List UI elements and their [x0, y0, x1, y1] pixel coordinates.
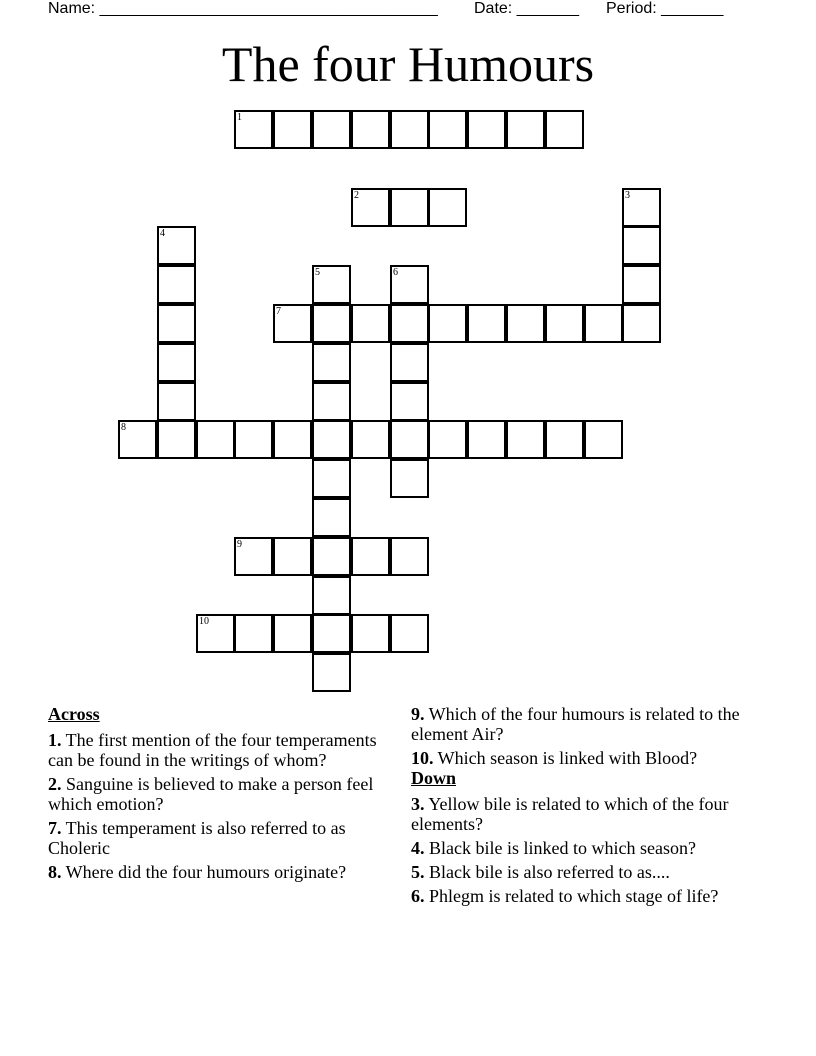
cell-number: 10 [199, 616, 209, 627]
crossword-cell[interactable] [584, 420, 623, 459]
crossword-cell[interactable] [428, 420, 467, 459]
cell-number: 4 [160, 228, 165, 239]
crossword-cell[interactable] [390, 304, 429, 343]
clue-number: 5. [411, 862, 425, 882]
crossword-cell[interactable] [351, 188, 390, 227]
crossword-cell[interactable] [312, 576, 351, 615]
crossword-cell[interactable] [312, 498, 351, 537]
clue-text: Which of the four humours is related to the element Air? [411, 704, 740, 744]
crossword-cell[interactable] [467, 420, 506, 459]
clue-down-6 [411, 886, 756, 906]
crossword-cell[interactable] [312, 265, 351, 304]
clue-across-10 [411, 748, 756, 768]
clue-text: Black bile is linked to which season? [424, 838, 696, 858]
clue-number: 2. [48, 774, 62, 794]
crossword-cell[interactable] [506, 420, 545, 459]
clue-number: 8. [48, 862, 62, 882]
crossword-cell[interactable] [312, 614, 351, 653]
crossword-cell[interactable] [545, 304, 584, 343]
crossword-cell[interactable] [584, 304, 623, 343]
clue-across-7 [48, 818, 378, 858]
crossword-cell[interactable] [428, 110, 467, 149]
clue-across-2 [48, 774, 378, 814]
clue-down-4 [411, 838, 756, 858]
crossword-cell[interactable] [506, 304, 545, 343]
crossword-cell[interactable] [157, 304, 196, 343]
crossword-cell[interactable] [312, 382, 351, 421]
crossword-cell[interactable] [157, 420, 196, 459]
cell-number: 5 [315, 267, 320, 278]
crossword-cell[interactable] [312, 420, 351, 459]
clue-number: 1. [48, 730, 62, 750]
cell-number: 1 [237, 112, 242, 123]
crossword-cell[interactable] [273, 420, 312, 459]
across-heading: Across [48, 704, 100, 724]
crossword-cell[interactable] [312, 537, 351, 576]
cell-number: 7 [276, 306, 281, 317]
clues-column-right [411, 704, 756, 910]
crossword-cell[interactable] [273, 110, 312, 149]
clue-down-3 [411, 794, 756, 834]
crossword-cell[interactable] [622, 188, 661, 227]
clue-number: 4. [411, 838, 425, 858]
crossword-cell[interactable] [428, 304, 467, 343]
crossword-cell[interactable] [351, 420, 390, 459]
clue-text: The first mention of the four temperaments can be found in the writings of whom? [48, 730, 377, 770]
crossword-cell[interactable] [390, 420, 429, 459]
crossword-cell[interactable] [467, 110, 506, 149]
crossword-cell[interactable] [390, 382, 429, 421]
crossword-cell[interactable] [506, 110, 545, 149]
cell-number: 2 [354, 190, 359, 201]
crossword-cell[interactable] [157, 226, 196, 265]
crossword-cell[interactable] [390, 459, 429, 498]
crossword-cell[interactable] [234, 110, 273, 149]
clue-text: Phlegm is related to which stage of life? [424, 886, 719, 906]
crossword-cell[interactable] [351, 110, 390, 149]
cell-number: 9 [237, 539, 242, 550]
clue-number: 3. [411, 794, 425, 814]
cell-number: 3 [625, 190, 630, 201]
crossword-cell[interactable] [234, 614, 273, 653]
down-heading: Down [411, 768, 457, 788]
crossword-cell[interactable] [390, 188, 429, 227]
clue-number: 7. [48, 818, 62, 838]
crossword-cell[interactable] [351, 614, 390, 653]
crossword-cell[interactable] [351, 537, 390, 576]
crossword-cell[interactable] [312, 304, 351, 343]
clue-text: Which season is linked with Blood? [433, 748, 698, 768]
crossword-cell[interactable] [390, 110, 429, 149]
crossword-cell[interactable] [312, 653, 351, 692]
crossword-cell[interactable] [467, 304, 506, 343]
crossword-cell[interactable] [273, 304, 312, 343]
clue-across-8 [48, 862, 378, 882]
crossword-cell[interactable] [390, 343, 429, 382]
clue-number: 9. [411, 704, 425, 724]
clue-text: This temperament is also referred to as Choleric [48, 818, 346, 858]
crossword-cell[interactable] [234, 537, 273, 576]
crossword-cell[interactable] [545, 110, 584, 149]
crossword-cell[interactable] [390, 614, 429, 653]
clue-text: Sanguine is believed to make a person feel which emotion? [48, 774, 374, 814]
crossword-cell[interactable] [390, 537, 429, 576]
name-field-label[interactable]: Name: ______________________________________ [48, 0, 438, 17]
crossword-cell[interactable] [312, 110, 351, 149]
crossword-cell[interactable] [157, 382, 196, 421]
clue-number: 6. [411, 886, 425, 906]
crossword-cell[interactable] [118, 420, 157, 459]
clues-column-left [48, 704, 378, 886]
clue-number: 10. [411, 748, 434, 768]
clue-text: Where did the four humours originate? [61, 862, 347, 882]
page-title: The four Humours [221, 36, 595, 92]
crossword-cell[interactable] [273, 614, 312, 653]
clue-text: Black bile is also referred to as.... [424, 862, 670, 882]
crossword-cell[interactable] [196, 614, 235, 653]
period-field-label[interactable]: Period: _______ [606, 0, 724, 17]
crossword-cell[interactable] [273, 537, 312, 576]
crossword-cell[interactable] [157, 343, 196, 382]
crossword-cell[interactable] [390, 265, 429, 304]
cell-number: 6 [393, 267, 398, 278]
crossword-cell[interactable] [622, 226, 661, 265]
crossword-cell[interactable] [622, 304, 661, 343]
crossword-cell[interactable] [312, 343, 351, 382]
cell-number: 8 [121, 422, 126, 433]
clue-across-9 [411, 704, 756, 744]
date-field-label[interactable]: Date: _______ [474, 0, 579, 17]
crossword-cell[interactable] [196, 420, 235, 459]
crossword-cell[interactable] [545, 420, 584, 459]
crossword-cell[interactable] [428, 188, 467, 227]
crossword-cell[interactable] [312, 459, 351, 498]
clue-down-5 [411, 862, 756, 882]
clue-text: Yellow bile is related to which of the four elements? [411, 794, 729, 834]
clue-across-1 [48, 730, 378, 770]
crossword-cell[interactable] [157, 265, 196, 304]
crossword-cell[interactable] [622, 265, 661, 304]
crossword-cell[interactable] [234, 420, 273, 459]
crossword-cell[interactable] [351, 304, 390, 343]
